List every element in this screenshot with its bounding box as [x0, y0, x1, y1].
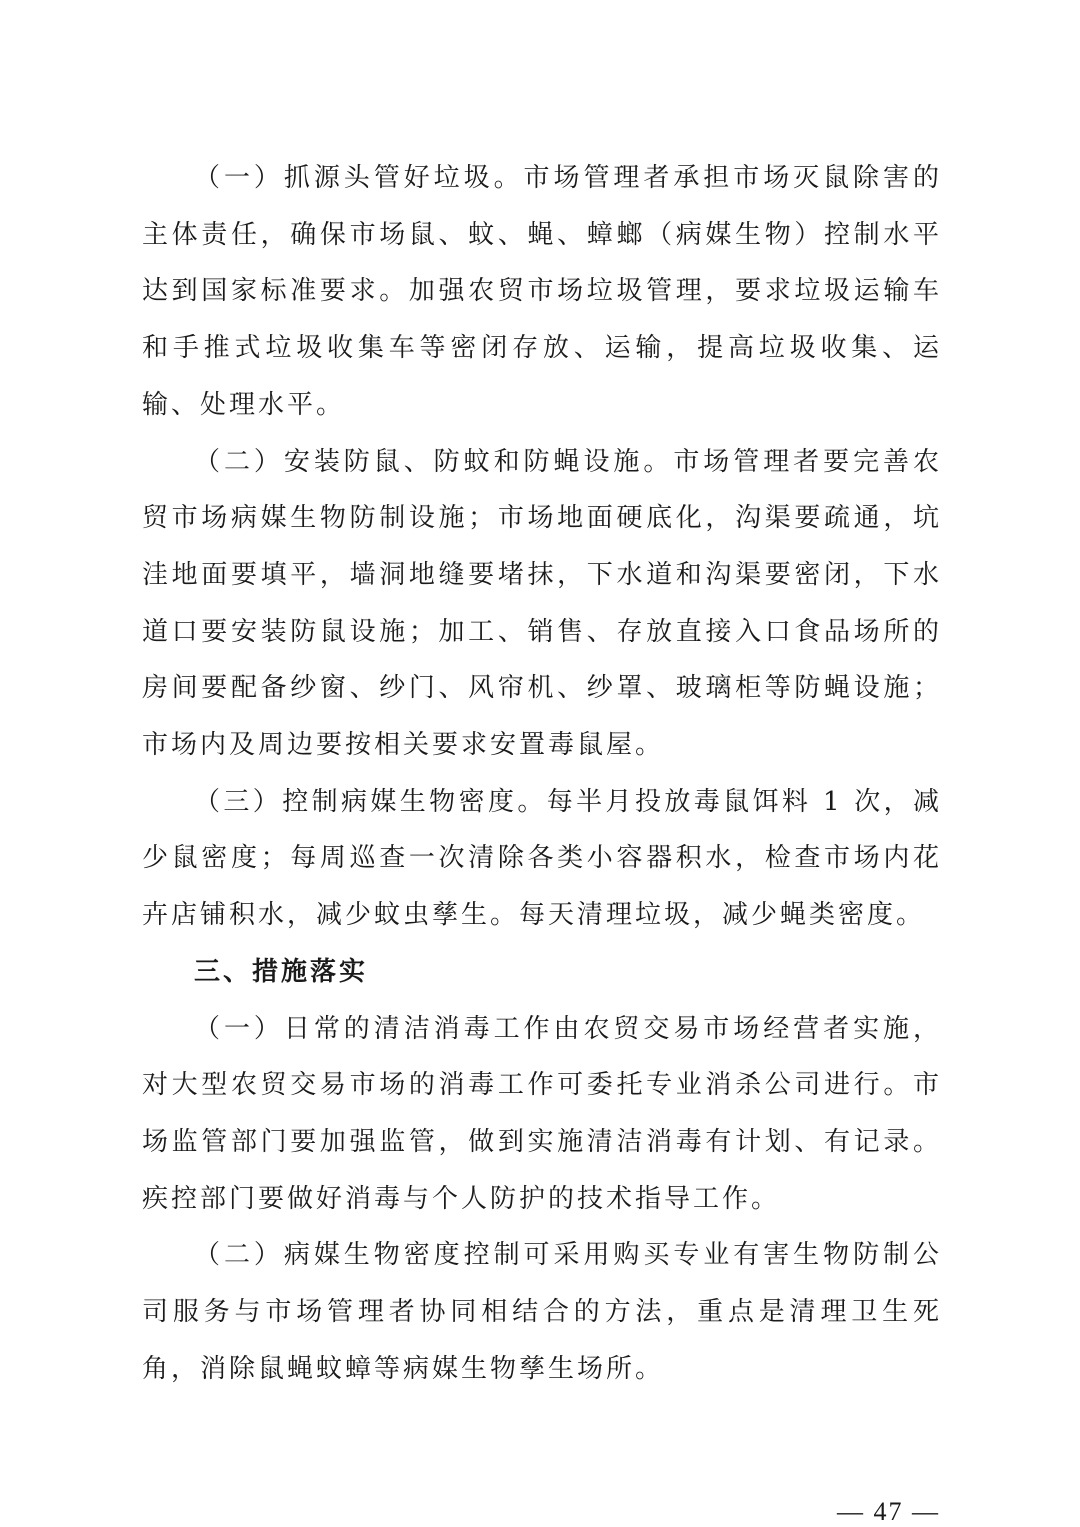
section-heading: 三、措施落实 — [194, 956, 369, 987]
paragraph-3-body: 每半月投放毒鼠饵料 1 次，减少鼠密度；每周巡查一次清除各类小容器积水，检查市场内花卉店铺积水，减少蚊虫孳生。每天清理垃圾，减少蝇类密度。 — [142, 786, 942, 931]
section-paragraph-1: （一）日常的清洁消毒工作由农贸交易市场经营者实施，对大型农贸交易市场的消毒工作可委托专业消杀公司进行。市场监管部门要加强监管，做到实施清洁消毒有计划、有记录。疾控部门要做好消毒与个人防护的技术指导工作。 — [142, 1013, 942, 1214]
paragraph-3 — [142, 774, 942, 944]
paragraph-1-body: 市场管理者承担市场灭鼠除害的主体责任，确保市场鼠、蚊、蝇、蟑螂（病媒生物）控制水平达到国家标准要求。加强农贸市场垃圾管理，要求垃圾运输车和手推式垃圾收集车等密闭存放、运输，提高垃圾收集、运输、处理水平。 — [142, 163, 942, 420]
document-body — [142, 150, 942, 1397]
paragraph-2-body: 市场管理者要完善农贸市场病媒生物防制设施；市场地面硬底化，沟渠要疏通，坑洼地面要填平，墙洞地缝要堵抹，下水道和沟渠要密闭，下水道口要安装防鼠设施；加工、销售、存放直接入口食品场所的房间要配备纱窗、纱门、风帘机、纱罩、玻璃柜等防蝇设施；市场内及周边要按相关要求安置毒鼠屋。 — [142, 446, 942, 761]
page-number: — 47 — — [837, 1497, 940, 1526]
section-paragraph-2: （二）病媒生物密度控制可采用购买专业有害生物防制公司服务与市场管理者协同相结合的方法，重点是清理卫生死角，消除鼠蝇蚊蟑等病媒生物孳生场所。 — [142, 1240, 942, 1384]
paragraph-1-heading: （一）抓源头管好垃圾。 — [194, 163, 524, 193]
paragraph-1 — [142, 150, 942, 434]
paragraph-2-heading: （二）安装防鼠、防蚊和防蝇设施。 — [194, 446, 674, 477]
paragraph-2 — [142, 434, 942, 774]
paragraph-3-heading: （三）控制病媒生物密度。 — [194, 786, 547, 817]
